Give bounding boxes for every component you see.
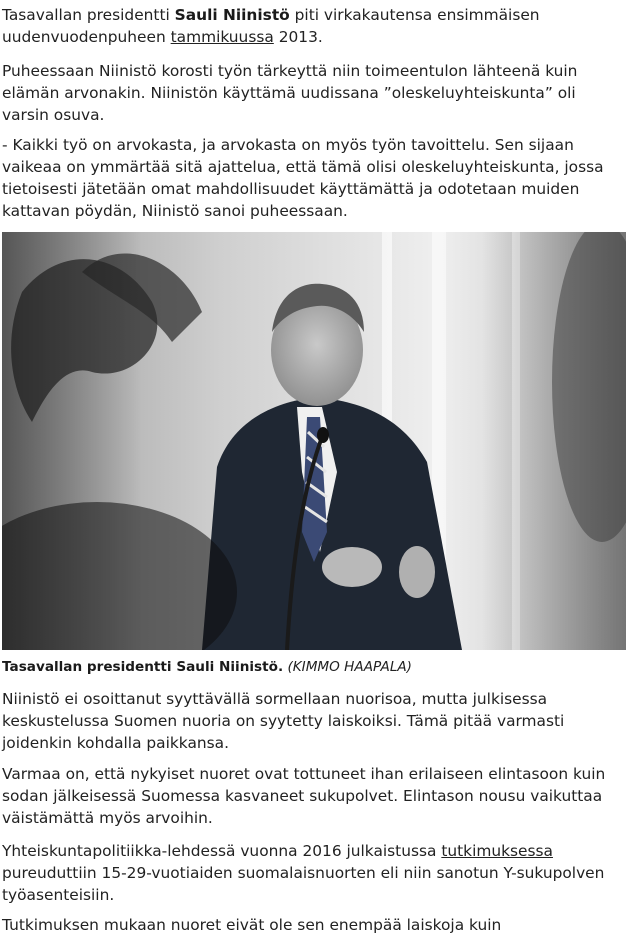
- paragraph-study: [2, 840, 618, 906]
- photo-president-speaking: [2, 232, 626, 650]
- paragraph-quote: - Kaikki työ on arvokasta, ja arvokasta on myös työn tavoittelu. Sen sijaan vaikeaa on ymmärtää sitä ajattelua, että tämä olisi oleskeluyhteiskunta, jossa tietoisesti jätetään omat mahdollisuudet käyttämättä ja odotetaan muiden kattavan pöydän, Niinistö sanoi puheessaan.: [2, 136, 604, 220]
- paragraph-findings: Tutkimuksen mukaan nuoret eivät ole sen enempää laiskoja kuin: [2, 916, 502, 934]
- article-photo: [2, 232, 626, 650]
- intro-text-middle: piti virkakautensa ensimmäisen uudenvuodenpuheen: [2, 6, 540, 46]
- study-text-before: Yhteiskuntapolitiikka-lehdessä vuonna 2016 julkaistussa: [2, 842, 442, 860]
- intro-text-after: 2013.: [273, 28, 323, 46]
- link-tutkimuksessa[interactable]: tutkimuksessa: [441, 842, 553, 860]
- intro-text-before: Tasavallan presidentti: [2, 6, 175, 24]
- photo-caption: [2, 657, 618, 677]
- president-name: Sauli Niinistö: [174, 6, 290, 24]
- paragraph-speech-summary: Puheessaan Niinistö korosti työn tärkeyttä niin toimeentulon lähteenä kuin elämän arvonakin. Niinistön käyttämä uudissana ”oleskeluyhteiskunta” oli varsin osuva.: [2, 62, 578, 124]
- paragraph-intro: [2, 4, 618, 48]
- study-text-after: pureuduttiin 15-29-vuotiaiden suomalaisnuorten eli niin sanotun Y-sukupolven työasenteisiin.: [2, 864, 605, 904]
- link-tammikuussa[interactable]: tammikuussa: [170, 28, 274, 46]
- paragraph-youth: Niinistö ei osoittanut syyttävällä sormellaan nuorisoa, mutta julkisessa keskustelussa Suomen nuoria on syytetty laiskoiksi. Tämä pitää varmasti joidenkin kohdalla paikkansa.: [2, 690, 565, 752]
- caption-text: Tasavallan presidentti Sauli Niinistö.: [2, 659, 284, 675]
- photo-credit: (KIMMO HAAPALA): [287, 659, 412, 675]
- paragraph-living-standard: Varmaa on, että nykyiset nuoret ovat tottuneet ihan erilaiseen elintasoon kuin sodan jälkeisessä Suomessa kasvaneet sukupolvet. Elintason nousu vaikuttaa väistämättä myös arvoihin.: [2, 765, 606, 827]
